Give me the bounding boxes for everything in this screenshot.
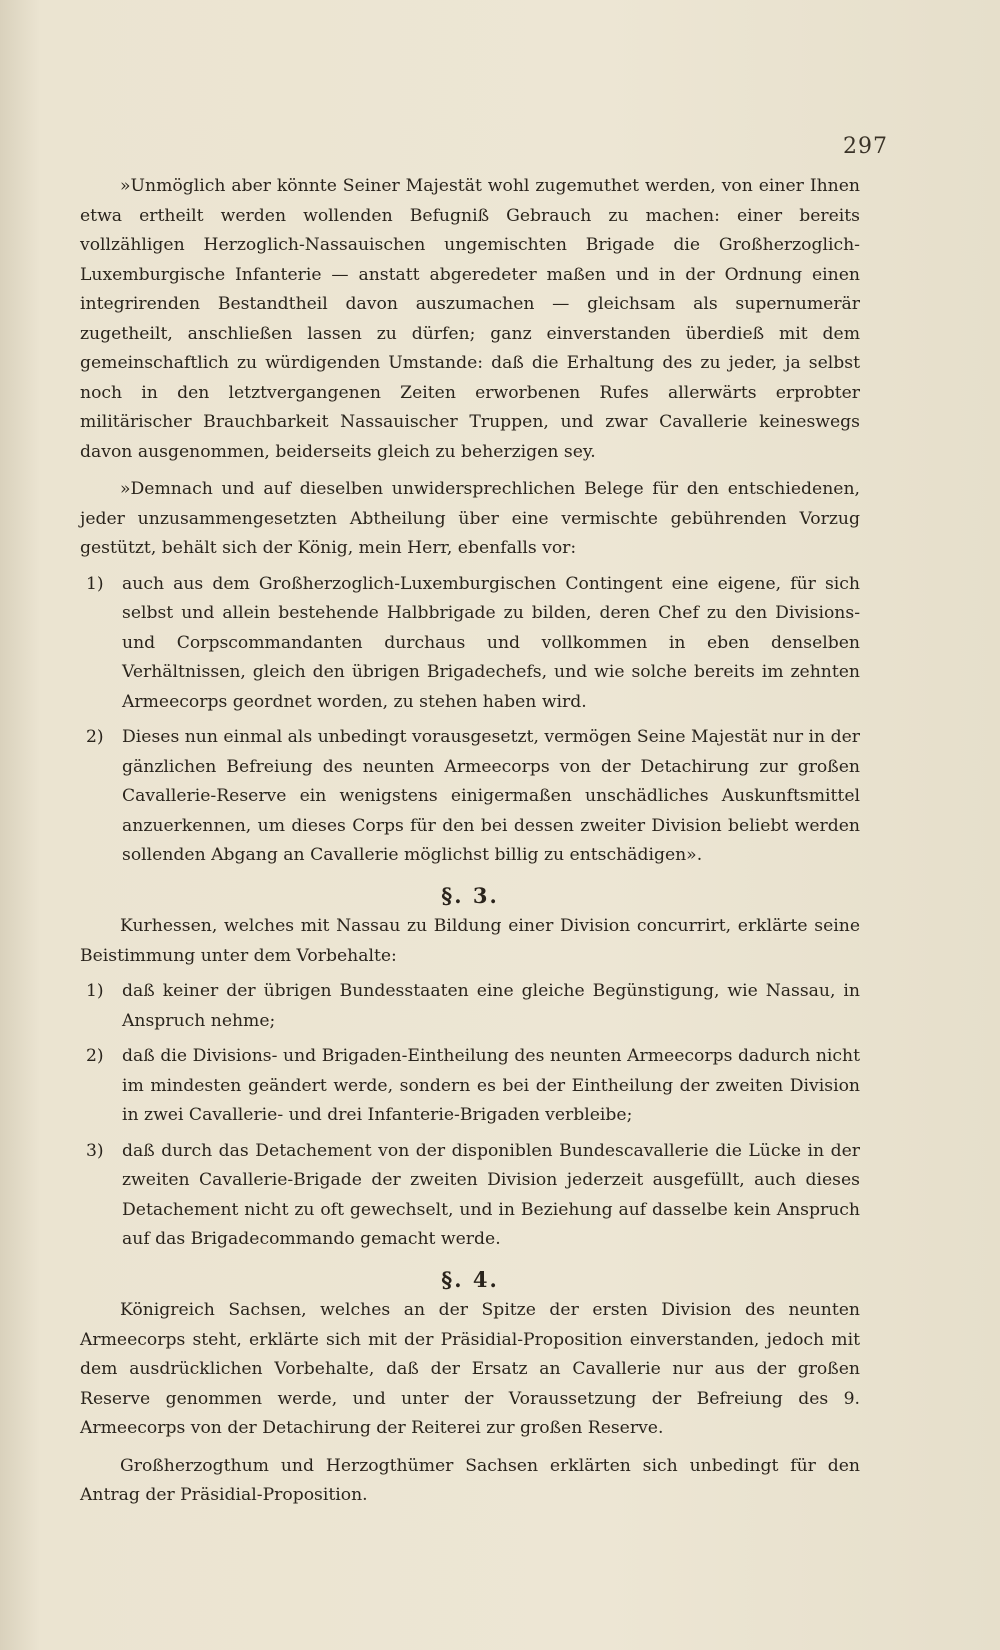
section4-paragraph: Großherzogthum und Herzogthümer Sachsen erklärten sich unbedingt für den Antrag der Präsidial-Proposition. [80,1455,860,1505]
condition-item [80,977,860,1036]
item-number: 2) [86,727,104,747]
condition-item [80,1042,860,1131]
section3-lead: Kurhessen, welches mit Nassau zu Bildung einer Division concurrirt, erklärte seine Beistimmung unter dem Vorbehalte: [80,916,860,966]
page-number: 297 [843,134,888,159]
item-text: auch aus dem Großherzoglich-Luxemburgischen Contingent eine eigene, für sich selbst und allein bestehende Halbbrigade zu bilden, deren Chef zu den Divisions- und Corpscommandanten durchaus und vollkommen in eben denselben Verhältnissen, gleich den übrigen Brigadechefs, und wie solche bereits im zehnten Armeecorps geordnet worden, zu stehen haben wird. [122,573,860,712]
intro-paragraph: »Unmöglich aber könnte Seiner Majestät wohl zugemuthet werden, von einer Ihnen etwa ertheilt werden wollenden Befugniß Gebrauch zu machen: einer bereits vollzähligen Herzoglich-Nassauischen ungemischten Brigade die Großherzoglich-Luxemburgische Infanterie — anstatt abgeredeter maßen und in der Ordnung einen integrirenden Bestandtheil davon auszumachen — gleichsam als supernumerär zugetheilt, anschließen lassen zu dürfen; ganz einverstanden überdieß mit dem gemeinschaftlich zu würdigenden Umstande: daß die Erhaltung des zu jeder, ja selbst noch in den letztvergangenen Zeiten erworbenen Rufes allerwärts erprobter militärischer Brauchbarkeit Nassauischer Truppen, und zwar Cavallerie keineswegs davon ausgenommen, beiderseits gleich zu beherzigen sey. [80,176,860,462]
item-number: 3) [86,1140,104,1161]
item-number: 1) [86,573,104,594]
reservation-item [80,723,860,871]
section4-paragraph: Königreich Sachsen, welches an der Spitze der ersten Division des neunten Armeecorps steht, erklärte sich mit der Präsidial-Proposition einverstanden, jedoch mit dem ausdrücklichen Vorbehalte, daß der Ersatz an Cavallerie nur aus der großen Reserve genommen werde, und unter der Voraussetzung der Befreiung des 9. Armeecorps von der Detachirung der Reiterei zur großen Reserve. [80,1300,860,1438]
item-text: Dieses nun einmal als unbedingt vorausgesetzt, vermögen Seine Majestät nur in der gänzlichen Befreiung des neunten Armeecorps von der Detachirung zur großen Cavallerie-Reserve ein wenigstens einigermaßen unschädliches Auskunftsmittel anzuerkennen, um dieses Corps für den bei dessen zweiter Division beliebt werden sollenden Abgang an Cavallerie möglichst billig zu entschädigen». [122,727,860,865]
reservation-item [80,570,860,718]
second-paragraph: »Demnach und auf dieselben unwidersprechlichen Belege für den entschiedenen, jeder unzusammengesetzten Abtheilung über eine vermischte gebührenden Vorzug gestützt, behält sich der König, mein Herr, ebenfalls vor: [80,479,860,558]
condition-item [80,1137,860,1255]
item-number: 1) [86,981,104,1001]
page-text [80,172,860,1511]
section-heading-3: §. 3. [441,882,499,908]
section-heading-4: §. 4. [441,1266,499,1292]
item-text: daß durch das Detachement von der disponiblen Bundescavallerie die Lücke in der zweiten Cavallerie-Brigade der zweiten Division jederzeit ausgefüllt, auch dieses Detachement nicht zu oft gewechselt, und in Beziehung auf dasselbe kein Anspruch auf das Brigadecommando gemacht werde. [122,1140,860,1249]
item-text: daß die Divisions- und Brigaden-Eintheilung des neunten Armeecorps dadurch nicht im mindesten geändert werde, sondern es bei der Eintheilung der zweiten Division in zwei Cavallerie- und drei Infanterie-Brigaden verbleibe; [122,1046,860,1125]
item-number: 2) [86,1046,104,1066]
item-text: daß keiner der übrigen Bundesstaaten eine gleiche Begünstigung, wie Nassau, in Anspruch nehme; [122,981,860,1031]
